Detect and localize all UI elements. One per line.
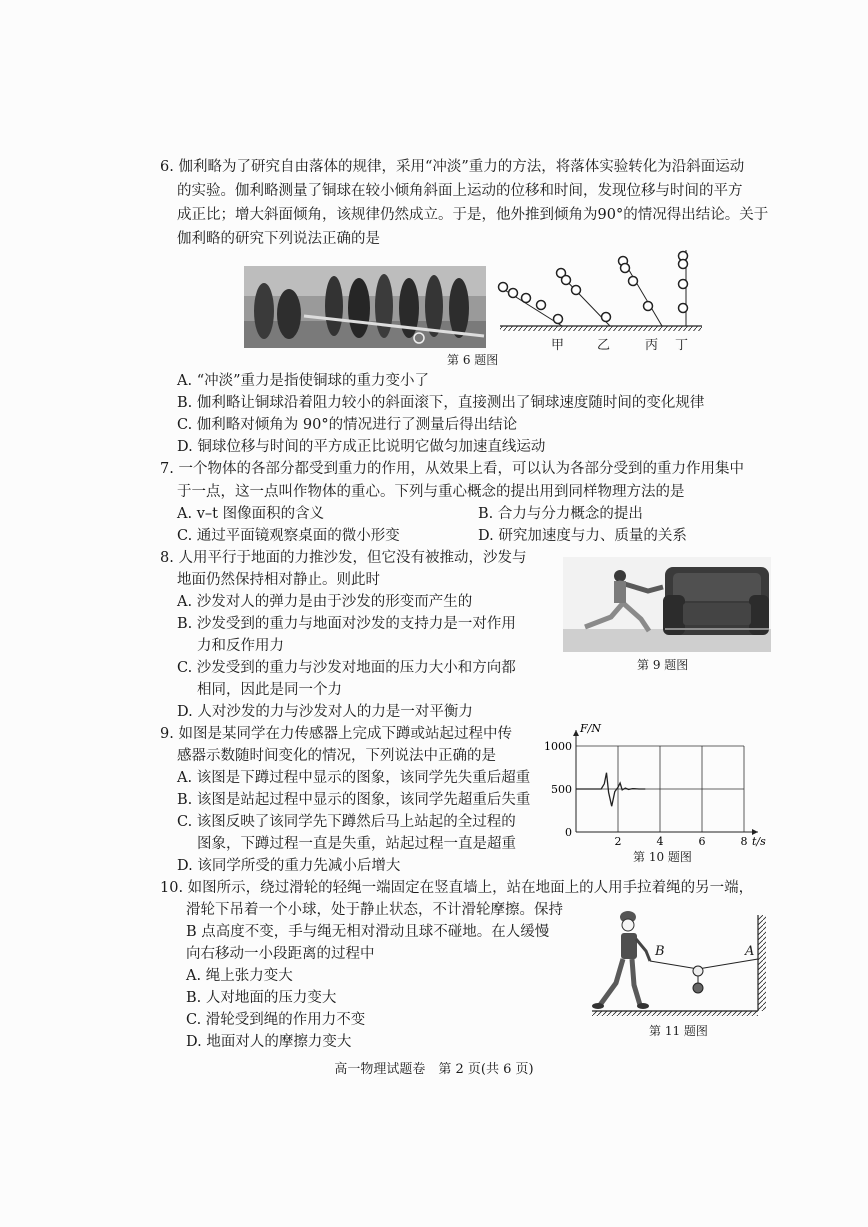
q10-option-a: A. 绳上张力变大 (186, 968, 293, 984)
q7-option-c: C. 通过平面镜观察桌面的微小形变 (177, 528, 400, 544)
q7-option-d: D. 研究加速度与力、质量的关系 (478, 528, 687, 544)
q9-line-1: 9. 如图是某同学在力传感器上完成下蹲或站起过程中传 (160, 726, 512, 742)
page-footer: 高一物理试题卷 第 2 页(共 6 页) (334, 1062, 534, 1077)
q9-option-a: A. 该图是下蹲过程中显示的图象，该同学先失重后超重 (177, 770, 531, 786)
q8-option-b-cont: 力和反作用力 (197, 638, 284, 654)
q8-option-b: B. 沙发受到的重力与地面对沙发的支持力是一对作用 (177, 616, 516, 632)
q10-option-d: D. 地面对人的摩擦力变大 (186, 1034, 352, 1050)
q6-option-a: A. “冲淡”重力是指使铜球的重力变小了 (177, 373, 430, 389)
q6-line-1: 6. 伽利略为了研究自由落体的规律，采用“冲淡”重力的方法，将落体实验转化为沿斜面运动 (160, 159, 745, 175)
x-tick-label: 2 (614, 835, 622, 848)
q8-option-a: A. 沙发对人的弹力是由于沙发的形变而产生的 (177, 594, 473, 610)
x-tick-label: 6 (698, 835, 706, 848)
force-time-chart (540, 716, 770, 856)
q10-figure-caption: 第 11 题图 (649, 1024, 708, 1038)
q8-option-d: D. 人对沙发的力与沙发对人的力是一对平衡力 (177, 704, 473, 720)
sofa-push-photo (563, 557, 771, 652)
y-tick-label: 0 (565, 826, 572, 839)
q9-figure-caption: 第 10 题图 (633, 850, 692, 864)
q7-line-1: 7. 一个物体的各部分都受到重力的作用，从效果上看，可以认为各部分受到的重力作用集中 (160, 461, 744, 477)
q8-figure-caption: 第 9 题图 (637, 658, 689, 672)
ramp-label-yi: 乙 (597, 338, 611, 353)
ramp-label-jia: 甲 (551, 338, 565, 353)
x-tick-label: 4 (656, 835, 664, 848)
q9-option-b: B. 该图是站起过程中显示的图象，该同学先超重后失重 (177, 792, 531, 808)
q8-line-2: 地面仍然保持相对静止。则此时 (177, 572, 380, 588)
q6-line-2: 的实验。伽利略测量了铜球在较小倾角斜面上运动的位移和时间，发现位移与时间的平方 (177, 183, 743, 199)
pulley-rope-diagram (588, 905, 770, 1017)
q9-line-2: 感器示数随时间变化的情况，下列说法中正确的是 (177, 748, 496, 764)
galileo-experiment-photo (244, 266, 486, 348)
q10-line-4: 向右移动一小段距离的过程中 (186, 946, 375, 962)
y-axis-label: F/N (580, 722, 601, 735)
q7-option-b: B. 合力与分力概念的提出 (478, 506, 643, 522)
q9-option-c: C. 该图反映了该同学先下蹲然后马上站起的全过程的 (177, 814, 516, 830)
q6-option-c: C. 伽利略对倾角为 90°的情况进行了测量后得出结论 (177, 417, 518, 433)
q8-option-c-cont: 相同，因此是同一个力 (197, 682, 342, 698)
q8-line-1: 8. 人用平行于地面的力推沙发，但它没有被推动，沙发与 (160, 550, 527, 566)
q9-option-d: D. 该同学所受的重力先减小后增大 (177, 858, 401, 874)
q7-line-2: 于一点，这一点叫作物体的重心。下列与重心概念的提出用到同样物理方法的是 (177, 484, 685, 500)
force-series-line (576, 773, 645, 807)
q10-line-1: 10. 如图所示，绕过滑轮的轻绳一端固定在竖直墙上，站在地面上的人用手拉着绳的另一端， (160, 880, 754, 896)
q6-figure-caption: 第 6 题图 (447, 353, 499, 367)
q10-line-3: B 点高度不变，手与绳无相对滑动且球不碰地。在人缓慢 (186, 924, 550, 940)
ramp-label-ding: 丁 (675, 338, 689, 353)
q10-option-b: B. 人对地面的压力变大 (186, 990, 337, 1006)
q6-option-d: D. 铜球位移与时间的平方成正比说明它做匀加速直线运动 (177, 439, 546, 455)
y-tick-label: 1000 (544, 740, 572, 753)
ramp-label-bing: 丙 (645, 338, 659, 353)
point-label-a: A (745, 944, 755, 959)
x-tick-label: 8 (740, 835, 748, 848)
q10-option-c: C. 滑轮受到绳的作用力不变 (186, 1012, 366, 1028)
point-label-b: B (655, 944, 665, 959)
x-tick-labels (615, 835, 748, 848)
q7-option-a: A. v–t 图像面积的含义 (177, 506, 325, 522)
y-tick-label: 500 (551, 783, 572, 796)
x-axis-label: t/s (752, 835, 766, 848)
q6-line-4: 伽利略的研究下列说法正确的是 (177, 231, 380, 247)
q6-option-b: B. 伽利略让铜球沿着阻力较小的斜面滚下，直接测出了铜球速度随时间的变化规律 (177, 395, 705, 411)
y-tick-labels (544, 740, 572, 839)
q9-option-c-cont: 图象，下蹲过程一直是失重，站起过程一直是超重 (197, 836, 516, 852)
y-axis-arrow (573, 730, 579, 736)
q8-option-c: C. 沙发受到的重力与沙发对地面的压力大小和方向都 (177, 660, 516, 676)
q10-line-2: 滑轮下吊着一个小球，处于静止状态，不计滑轮摩擦。保持 (186, 902, 563, 918)
q6-line-3: 成正比；增大斜面倾角，该规律仍然成立。于是，他外推到倾角为90°的情况得出结论。关于 (177, 207, 769, 223)
